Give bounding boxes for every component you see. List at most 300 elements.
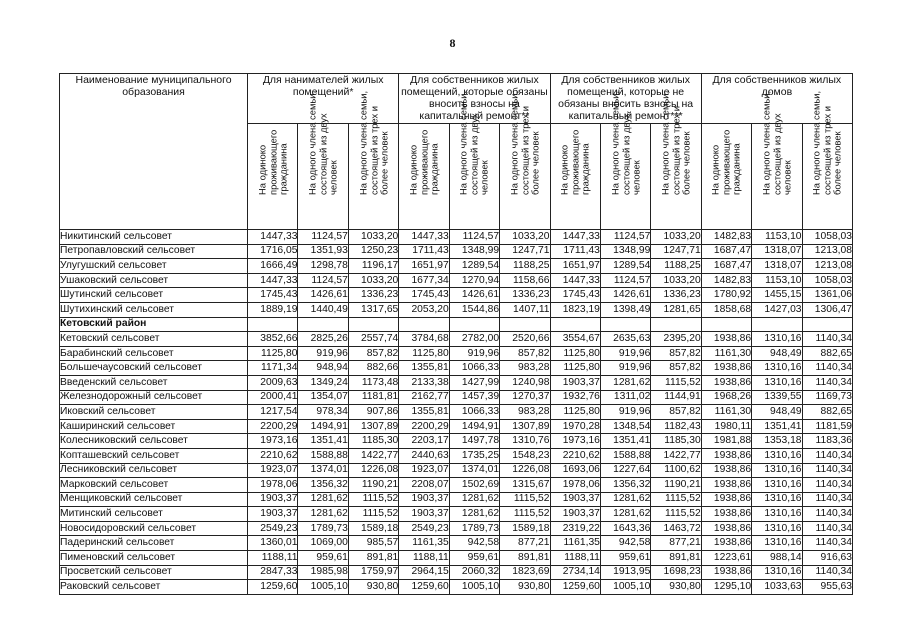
rate-cell: 1745,43 xyxy=(550,288,600,303)
rate-cell: 1140,34 xyxy=(802,375,852,390)
rate-cell: 2000,41 xyxy=(248,390,298,405)
rate-cell: 1426,61 xyxy=(298,288,348,303)
sub-header-label: На одного члена семьи, состоящей из трех и более человек xyxy=(356,90,389,195)
rate-cell: 1281,62 xyxy=(449,507,499,522)
rate-cell: 882,66 xyxy=(348,361,398,376)
rate-cell: 1407,11 xyxy=(500,302,550,317)
rate-cell: 1281,62 xyxy=(600,492,650,507)
municipality-name: Большечаусовский сельсовет xyxy=(60,361,248,376)
municipality-name: Митинский сельсовет xyxy=(60,507,248,522)
rate-cell: 1307,89 xyxy=(500,419,550,434)
rate-cell: 942,58 xyxy=(600,536,650,551)
table-row xyxy=(60,259,853,274)
rate-cell: 1298,78 xyxy=(298,259,348,274)
rate-cell: 1422,77 xyxy=(348,448,398,463)
table-row xyxy=(60,551,853,566)
rate-cell: 1270,37 xyxy=(500,390,550,405)
rate-cell: 1318,07 xyxy=(752,244,802,259)
rate-cell: 891,81 xyxy=(500,551,550,566)
rate-cell: 1339,55 xyxy=(752,390,802,405)
rate-cell: 959,61 xyxy=(449,551,499,566)
page-number: 8 xyxy=(449,36,456,50)
rate-cell: 1033,20 xyxy=(348,273,398,288)
rate-cell xyxy=(600,317,650,332)
rate-cell: 1351,41 xyxy=(298,434,348,449)
rate-cell: 1153,10 xyxy=(752,230,802,245)
rates-table xyxy=(59,73,853,595)
rate-cell: 1427,99 xyxy=(449,375,499,390)
rate-cell: 1823,19 xyxy=(550,302,600,317)
table-row xyxy=(60,536,853,551)
rate-cell: 2549,23 xyxy=(248,521,298,536)
table-row xyxy=(60,302,853,317)
sub-header-label: На одиноко проживающего гражданина xyxy=(407,129,440,195)
rate-cell: 983,28 xyxy=(500,405,550,420)
rate-cell: 1978,06 xyxy=(550,478,600,493)
rate-cell: 2440,63 xyxy=(399,448,449,463)
rate-cell: 1259,60 xyxy=(399,580,449,595)
rate-cell: 857,82 xyxy=(651,346,701,361)
rate-cell: 919,96 xyxy=(600,346,650,361)
rate-cell: 1422,77 xyxy=(651,448,701,463)
rate-cell: 1666,49 xyxy=(248,259,298,274)
rate-cell: 1247,71 xyxy=(651,244,701,259)
rate-cell: 1336,23 xyxy=(348,288,398,303)
rate-cell: 1447,33 xyxy=(248,273,298,288)
table-row xyxy=(60,405,853,420)
rate-cell: 1310,16 xyxy=(752,478,802,493)
rate-cell: 1903,37 xyxy=(550,507,600,522)
rate-cell: 1745,43 xyxy=(399,288,449,303)
table-row xyxy=(60,463,853,478)
rate-cell: 1374,01 xyxy=(449,463,499,478)
table-row xyxy=(60,521,853,536)
rate-cell: 1310,16 xyxy=(752,361,802,376)
rate-cell: 1310,16 xyxy=(752,448,802,463)
rate-cell: 1281,62 xyxy=(600,375,650,390)
rate-cell: 1351,41 xyxy=(752,419,802,434)
rate-cell: 1457,39 xyxy=(449,390,499,405)
rate-cell: 1033,20 xyxy=(500,230,550,245)
rate-cell: 1348,54 xyxy=(600,419,650,434)
rate-cell: 1427,03 xyxy=(752,302,802,317)
rate-cell: 2635,63 xyxy=(600,332,650,347)
municipality-name: Шутинский сельсовет xyxy=(60,288,248,303)
rate-cell: 1789,73 xyxy=(449,521,499,536)
table-row xyxy=(60,492,853,507)
rate-cell: 1447,33 xyxy=(248,230,298,245)
rate-cell: 1115,52 xyxy=(500,507,550,522)
rate-cell: 930,80 xyxy=(500,580,550,595)
municipality-name: Петропавловский сельсовет xyxy=(60,244,248,259)
rate-cell: 2825,26 xyxy=(298,332,348,347)
rate-cell: 1548,23 xyxy=(500,448,550,463)
rate-cell: 1938,86 xyxy=(701,507,751,522)
rate-cell: 1355,81 xyxy=(399,361,449,376)
rate-cell: 1315,67 xyxy=(500,478,550,493)
rate-cell xyxy=(550,317,600,332)
rate-cell: 1161,30 xyxy=(701,346,751,361)
rate-cell: 1005,10 xyxy=(449,580,499,595)
rate-cell: 1903,37 xyxy=(399,492,449,507)
rate-cell xyxy=(298,317,348,332)
rate-cell: 1938,86 xyxy=(701,361,751,376)
rate-cell: 1310,16 xyxy=(752,507,802,522)
municipality-name: Новосидоровский сельсовет xyxy=(60,521,248,536)
rate-cell: 1502,69 xyxy=(449,478,499,493)
rate-cell: 1889,19 xyxy=(248,302,298,317)
rate-cell: 2203,17 xyxy=(399,434,449,449)
rate-cell: 1735,25 xyxy=(449,448,499,463)
rate-cell: 1115,52 xyxy=(651,375,701,390)
rate-cell: 1115,52 xyxy=(500,492,550,507)
sub-header-single-resident xyxy=(248,124,298,230)
rate-cell: 1188,11 xyxy=(399,551,449,566)
rate-cell: 942,58 xyxy=(449,536,499,551)
rate-cell: 1181,59 xyxy=(802,419,852,434)
rate-cell: 988,14 xyxy=(752,551,802,566)
sub-header-label: На одного члена семьи, состоящей из трех и более человек xyxy=(810,90,843,195)
rate-cell: 1353,18 xyxy=(752,434,802,449)
rate-cell: 1140,34 xyxy=(802,507,852,522)
rate-cell: 1183,36 xyxy=(802,434,852,449)
rate-cell: 2395,20 xyxy=(651,332,701,347)
rate-cell: 1985,98 xyxy=(298,565,348,580)
rate-cell: 1349,24 xyxy=(298,375,348,390)
rate-cell: 1115,52 xyxy=(651,507,701,522)
rate-cell: 948,49 xyxy=(752,346,802,361)
rate-cell: 1938,86 xyxy=(701,448,751,463)
rate-cell: 1310,16 xyxy=(752,565,802,580)
rate-cell: 919,96 xyxy=(600,361,650,376)
rate-cell: 919,96 xyxy=(600,405,650,420)
rate-cell: 1289,54 xyxy=(600,259,650,274)
municipality-name: Введенский сельсовет xyxy=(60,375,248,390)
sub-header-label: На одного члена семьи, состоящей из двух человек xyxy=(457,90,490,195)
rate-cell: 1426,61 xyxy=(449,288,499,303)
rate-cell: 1913,95 xyxy=(600,565,650,580)
rate-cell: 1711,43 xyxy=(550,244,600,259)
rate-cell: 1181,81 xyxy=(348,390,398,405)
rate-cell: 1173,48 xyxy=(348,375,398,390)
rate-cell: 1190,21 xyxy=(348,478,398,493)
rate-cell: 1188,25 xyxy=(651,259,701,274)
rate-cell: 1482,83 xyxy=(701,273,751,288)
municipality-name: Менщиковский сельсовет xyxy=(60,492,248,507)
rate-cell: 1336,23 xyxy=(651,288,701,303)
sub-header-three-plus-family xyxy=(802,90,852,230)
rate-cell: 1780,92 xyxy=(701,288,751,303)
rate-cell: 1161,30 xyxy=(701,405,751,420)
rate-cell: 1307,89 xyxy=(348,419,398,434)
rate-cell: 2557,74 xyxy=(348,332,398,347)
rate-cell: 1588,88 xyxy=(600,448,650,463)
table-row xyxy=(60,580,853,595)
table-row xyxy=(60,230,853,245)
rate-cell: 1158,66 xyxy=(500,273,550,288)
rate-cell: 3554,67 xyxy=(550,332,600,347)
rate-cell: 1140,34 xyxy=(802,332,852,347)
rate-cell xyxy=(651,317,701,332)
rate-cell: 916,63 xyxy=(802,551,852,566)
municipality-name: Просветский сельсовет xyxy=(60,565,248,580)
rate-cell: 1310,16 xyxy=(752,332,802,347)
rate-cell: 1651,97 xyxy=(399,259,449,274)
table-row xyxy=(60,244,853,259)
rate-cell: 857,82 xyxy=(500,346,550,361)
rate-cell: 1289,54 xyxy=(449,259,499,274)
municipality-name: Каширинский сельсовет xyxy=(60,419,248,434)
municipality-name: Железнодорожный сельсовет xyxy=(60,390,248,405)
rate-cell: 1455,15 xyxy=(752,288,802,303)
sub-header-three-plus-family xyxy=(348,90,398,230)
rate-cell: 1033,20 xyxy=(348,230,398,245)
rate-cell: 1115,52 xyxy=(651,492,701,507)
group-header-owners-not-obliged: Для собственников жилых помещений, которые не обязаны вносить взносы на капитальный ремонт*** xyxy=(550,74,701,124)
rate-cell: 877,21 xyxy=(500,536,550,551)
table-row xyxy=(60,419,853,434)
table-row xyxy=(60,390,853,405)
sub-header-label: На одного члена семьи, состоящей из трех и более человек xyxy=(508,90,541,195)
rate-cell: 2210,62 xyxy=(550,448,600,463)
rate-cell: 1463,72 xyxy=(651,521,701,536)
rate-cell: 1171,34 xyxy=(248,361,298,376)
rate-cell: 1980,11 xyxy=(701,419,751,434)
rate-cell xyxy=(701,317,751,332)
rate-cell: 948,49 xyxy=(752,405,802,420)
rate-cell: 2009,63 xyxy=(248,375,298,390)
table-row xyxy=(60,361,853,376)
rate-cell: 1643,36 xyxy=(600,521,650,536)
rate-cell: 1140,34 xyxy=(802,448,852,463)
rate-cell: 1125,80 xyxy=(399,346,449,361)
rate-cell: 1938,86 xyxy=(701,478,751,493)
rate-cell: 1398,49 xyxy=(600,302,650,317)
rate-cell: 1281,62 xyxy=(298,507,348,522)
rate-cell: 1923,07 xyxy=(248,463,298,478)
rate-cell: 1124,57 xyxy=(298,273,348,288)
rate-cell: 1033,20 xyxy=(651,273,701,288)
rate-cell: 1124,57 xyxy=(600,230,650,245)
rate-cell: 1687,47 xyxy=(701,244,751,259)
rate-cell: 1153,10 xyxy=(752,273,802,288)
rate-cell: 2782,00 xyxy=(449,332,499,347)
rate-cell: 1140,34 xyxy=(802,521,852,536)
rate-cell xyxy=(500,317,550,332)
municipality-name: Иковский сельсовет xyxy=(60,405,248,420)
rate-cell: 1355,81 xyxy=(399,405,449,420)
rate-cell: 1247,71 xyxy=(500,244,550,259)
rate-cell: 1356,32 xyxy=(600,478,650,493)
rate-cell: 1227,64 xyxy=(600,463,650,478)
rate-cell: 1938,86 xyxy=(701,521,751,536)
rate-cell xyxy=(348,317,398,332)
rate-cell: 1447,33 xyxy=(550,230,600,245)
table-row xyxy=(60,507,853,522)
rate-cell: 1310,16 xyxy=(752,521,802,536)
rate-cell: 1482,83 xyxy=(701,230,751,245)
sub-header-single-resident xyxy=(701,124,751,230)
rate-cell: 919,96 xyxy=(449,346,499,361)
rate-cell xyxy=(802,317,852,332)
rate-cell: 1310,16 xyxy=(752,463,802,478)
rate-cell: 2208,07 xyxy=(399,478,449,493)
rate-cell: 857,82 xyxy=(651,405,701,420)
rate-cell: 1351,93 xyxy=(298,244,348,259)
rate-cell: 1188,11 xyxy=(248,551,298,566)
table-row xyxy=(60,288,853,303)
municipality-name: Шутихинский сельсовет xyxy=(60,302,248,317)
rate-cell: 2200,29 xyxy=(399,419,449,434)
rate-cell: 1938,86 xyxy=(701,492,751,507)
rate-cell: 1069,00 xyxy=(298,536,348,551)
rate-cell: 1124,57 xyxy=(449,230,499,245)
rate-cell: 1058,03 xyxy=(802,230,852,245)
rate-cell: 1161,35 xyxy=(550,536,600,551)
rate-cell: 1903,37 xyxy=(399,507,449,522)
rate-cell: 1185,30 xyxy=(348,434,398,449)
rate-cell: 1973,16 xyxy=(550,434,600,449)
rate-cell: 2964,15 xyxy=(399,565,449,580)
rate-cell xyxy=(449,317,499,332)
name-column-header: Наименование муниципального образования xyxy=(60,74,248,230)
table-row xyxy=(60,273,853,288)
rate-cell: 2520,66 xyxy=(500,332,550,347)
table-row xyxy=(60,434,853,449)
rate-cell: 930,80 xyxy=(348,580,398,595)
municipality-name: Кетовский район xyxy=(60,317,248,332)
rate-cell: 1100,62 xyxy=(651,463,701,478)
rate-cell: 3852,66 xyxy=(248,332,298,347)
rate-cell: 1190,21 xyxy=(651,478,701,493)
rate-cell: 1903,37 xyxy=(248,492,298,507)
rate-cell: 1281,62 xyxy=(298,492,348,507)
rate-cell: 2060,32 xyxy=(449,565,499,580)
rate-cell xyxy=(752,317,802,332)
sub-header-three-plus-family xyxy=(500,90,550,230)
rate-cell: 1140,34 xyxy=(802,536,852,551)
rate-cell: 1938,86 xyxy=(701,463,751,478)
municipality-name: Ушаковский сельсовет xyxy=(60,273,248,288)
rate-cell: 907,86 xyxy=(348,405,398,420)
rate-cell: 1426,61 xyxy=(600,288,650,303)
rate-cell: 1858,68 xyxy=(701,302,751,317)
rate-cell: 1295,10 xyxy=(701,580,751,595)
rate-cell: 1226,08 xyxy=(500,463,550,478)
rate-cell: 1281,62 xyxy=(449,492,499,507)
rate-cell: 1125,80 xyxy=(248,346,298,361)
rate-cell: 978,34 xyxy=(298,405,348,420)
sub-header-label: На одиноко проживающего гражданина xyxy=(558,129,591,195)
rate-cell: 1125,80 xyxy=(550,346,600,361)
rate-cell: 1497,78 xyxy=(449,434,499,449)
rate-cell: 1310,16 xyxy=(752,375,802,390)
rate-cell: 1938,86 xyxy=(701,332,751,347)
table-row xyxy=(60,478,853,493)
rate-cell: 2847,33 xyxy=(248,565,298,580)
rate-cell: 1693,06 xyxy=(550,463,600,478)
rate-cell: 1968,26 xyxy=(701,390,751,405)
rate-cell: 1589,18 xyxy=(348,521,398,536)
rate-cell: 857,82 xyxy=(348,346,398,361)
rate-cell: 1687,47 xyxy=(701,259,751,274)
table-row xyxy=(60,375,853,390)
table-row xyxy=(60,448,853,463)
municipality-name: Кетовский сельсовет xyxy=(60,332,248,347)
rate-cell: 2200,29 xyxy=(248,419,298,434)
rate-cell: 1250,23 xyxy=(348,244,398,259)
rate-cell: 1217,54 xyxy=(248,405,298,420)
sub-header-two-person-family xyxy=(600,90,650,230)
rate-cell: 1140,34 xyxy=(802,478,852,493)
rate-cell: 1140,34 xyxy=(802,565,852,580)
rate-cell: 1140,34 xyxy=(802,492,852,507)
rate-cell: 1115,52 xyxy=(348,507,398,522)
rate-cell: 2053,20 xyxy=(399,302,449,317)
sub-header-two-person-family xyxy=(752,90,802,230)
rate-cell: 1005,10 xyxy=(600,580,650,595)
municipality-name: Марковский сельсовет xyxy=(60,478,248,493)
rate-cell: 1360,01 xyxy=(248,536,298,551)
rate-cell: 1259,60 xyxy=(550,580,600,595)
rate-cell: 1066,33 xyxy=(449,405,499,420)
rate-cell: 1651,97 xyxy=(550,259,600,274)
rate-cell: 1973,16 xyxy=(248,434,298,449)
rate-cell: 1981,88 xyxy=(701,434,751,449)
rate-cell: 1196,17 xyxy=(348,259,398,274)
rate-cell: 1789,73 xyxy=(298,521,348,536)
rate-cell: 1161,35 xyxy=(399,536,449,551)
rate-cell: 1317,65 xyxy=(348,302,398,317)
municipality-name: Лесниковский сельсовет xyxy=(60,463,248,478)
rate-cell: 1185,30 xyxy=(651,434,701,449)
rate-cell: 2133,38 xyxy=(399,375,449,390)
sub-header-label: На одного члена семьи, состоящей из двух человек xyxy=(608,90,641,195)
rate-cell: 1440,49 xyxy=(298,302,348,317)
rate-cell: 1361,06 xyxy=(802,288,852,303)
rate-cell: 2734,14 xyxy=(550,565,600,580)
rate-cell: 1318,07 xyxy=(752,259,802,274)
rate-cell: 1336,23 xyxy=(500,288,550,303)
rate-cell: 891,81 xyxy=(348,551,398,566)
rate-cell: 1306,47 xyxy=(802,302,852,317)
rate-cell: 1356,32 xyxy=(298,478,348,493)
rate-cell: 1226,08 xyxy=(348,463,398,478)
rate-cell: 1140,34 xyxy=(802,361,852,376)
table-row xyxy=(60,565,853,580)
municipality-name: Барабинский сельсовет xyxy=(60,346,248,361)
municipality-name: Пименовский сельсовет xyxy=(60,551,248,566)
rate-cell: 1938,86 xyxy=(701,565,751,580)
rate-cell: 1677,34 xyxy=(399,273,449,288)
rate-cell: 1124,57 xyxy=(298,230,348,245)
rate-cell: 1005,10 xyxy=(298,580,348,595)
rate-cell: 959,61 xyxy=(298,551,348,566)
rate-cell: 1140,34 xyxy=(802,463,852,478)
rate-cell: 1903,37 xyxy=(248,507,298,522)
rate-cell: 1374,01 xyxy=(298,463,348,478)
rate-cell: 1716,05 xyxy=(248,244,298,259)
rate-cell: 1281,62 xyxy=(600,507,650,522)
rate-cell: 1115,52 xyxy=(348,492,398,507)
rate-cell: 1310,16 xyxy=(752,536,802,551)
rate-cell: 1589,18 xyxy=(500,521,550,536)
rate-cell: 1447,33 xyxy=(399,230,449,245)
group-header-house-owners: Для собственников жилых домов xyxy=(701,74,852,124)
rate-cell: 1033,63 xyxy=(752,580,802,595)
rate-cell: 1310,76 xyxy=(500,434,550,449)
rate-cell: 1348,99 xyxy=(449,244,499,259)
